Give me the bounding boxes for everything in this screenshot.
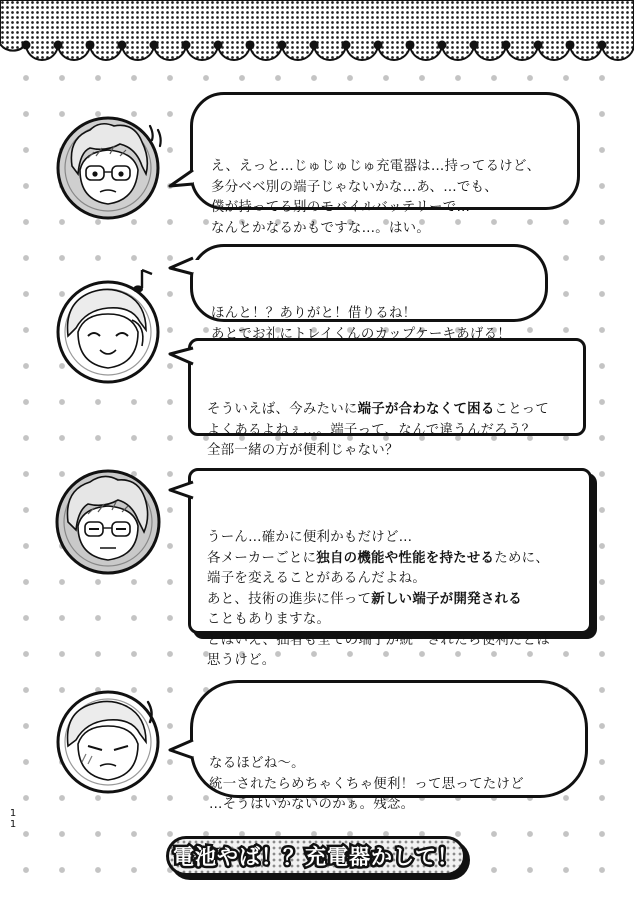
braided-character-avatar — [46, 266, 172, 388]
dialogue-text: とはいえ、拙者も全ての端子が統一されたら便利だとは — [207, 632, 551, 648]
speech-bubble-2 — [190, 244, 548, 342]
braided-character-avatar-2 — [48, 682, 172, 800]
scallop-bead — [438, 41, 447, 50]
scalloped-header-band — [0, 0, 634, 70]
speech-bubble-1 — [190, 92, 580, 236]
dialogue-line — [207, 441, 583, 462]
scallop-bead — [342, 41, 351, 50]
dialogue-line — [211, 198, 577, 219]
scallop-bead — [470, 41, 479, 50]
dialogue-line — [207, 610, 589, 631]
scallop-bead — [278, 41, 287, 50]
speech-bubble-4-text — [207, 528, 589, 672]
scallop-bead — [54, 41, 63, 50]
dialogue-line — [207, 421, 583, 442]
dialogue-text: …そうはいかないのかぁ。残念。 — [209, 797, 415, 812]
scallop-bead — [406, 41, 415, 50]
dialogue-text: え、えっと…じゅじゅじゅ充電器は…持ってるけど、 — [211, 159, 541, 174]
speech-bubble-5-text — [209, 754, 585, 816]
dialogue-line — [211, 219, 577, 240]
dialogue-text: そういえば、今みたいに — [207, 402, 358, 417]
dialogue-text: あとでお礼にトレイくんのカップケーキあげる！ — [211, 326, 511, 342]
dialogue-text: うーん…確かに便利かもだけど… — [207, 530, 413, 545]
dialogue-line — [207, 569, 589, 590]
speech-bubble-2-text — [211, 304, 545, 345]
dialogue-line — [211, 178, 577, 199]
emphasis-text: 端子が合わなくて困る — [357, 402, 495, 417]
page-number-digit: 1 — [9, 808, 17, 819]
speech-bubble-2-tail — [168, 254, 198, 280]
dialogue-text: ことって — [494, 402, 550, 417]
title-banner — [166, 836, 466, 876]
scallop-bead — [374, 41, 383, 50]
scallop-bead — [118, 41, 127, 50]
page-number — [8, 808, 18, 830]
scallop-bead — [246, 41, 255, 50]
dialogue-text: 各メーカーごとに — [207, 550, 317, 566]
dialogue-text: あと、技術の進歩に伴って — [207, 591, 372, 607]
dialogue-text: ほんと！？ありがと！借りるね！ — [211, 306, 417, 321]
scallop-bead — [566, 41, 575, 50]
dialogue-line — [207, 651, 589, 672]
dialogue-line — [211, 325, 545, 346]
glasses-character-avatar — [50, 108, 172, 220]
dialogue-line — [209, 754, 585, 775]
dialogue-text: よくあるよねぇ…。端子って、なんで違うんだろう？ — [207, 422, 536, 438]
page-number-digit: 1 — [9, 819, 17, 830]
dialogue-text: 統一されたらめちゃくちゃ便利！って思ってたけど — [209, 776, 524, 792]
title-text: 電池やば！？充電器かして！ — [173, 845, 459, 869]
speech-bubble-3-text — [207, 400, 583, 462]
emphasis-text: 独自の機能や性能を持たせる — [316, 550, 495, 566]
dialogue-line — [207, 549, 589, 570]
scallop-bead — [310, 41, 319, 50]
dialogue-line — [211, 157, 577, 178]
scallop-bead — [214, 41, 223, 50]
dialogue-line — [209, 775, 585, 796]
dialogue-line — [207, 590, 589, 611]
speech-bubble-5-tail — [168, 738, 198, 764]
dialogue-line — [209, 795, 585, 816]
dialogue-text: 全部一緒の方が便利じゃない？ — [207, 443, 399, 458]
speech-bubble-1-tail — [168, 168, 198, 194]
emphasis-text: 新しい端子が開発される — [371, 591, 522, 607]
scallop-bead — [150, 41, 159, 50]
scallop-bead — [502, 41, 511, 50]
speech-bubble-3 — [188, 338, 586, 458]
speech-bubble-5 — [190, 680, 588, 812]
dialogue-line — [207, 631, 589, 652]
dialogue-text: なるほどね～。 — [209, 756, 305, 771]
dialogue-text: 端子を変えることがあるんだよね。 — [207, 571, 427, 586]
scallop-bead — [598, 41, 607, 50]
dialogue-text: こともありますな。 — [207, 612, 331, 627]
scallop-bead — [534, 41, 543, 50]
speech-bubble-3-tail — [168, 344, 198, 370]
dialogue-text: 思うけど。 — [207, 653, 276, 668]
scallop-bead — [22, 41, 31, 50]
dialogue-line — [211, 304, 545, 325]
dialogue-line — [207, 400, 583, 421]
speech-bubble-1-text — [211, 157, 577, 239]
dialogue-text: ために、 — [494, 550, 550, 566]
speech-bubble-4 — [188, 468, 592, 668]
dialogue-text: 多分ベベ別の端子じゃないかな…あ、…でも、 — [211, 179, 498, 195]
dialogue-text: 僕が持ってる別のモバイルバッテリーで… — [211, 200, 471, 215]
glasses-character-avatar-2 — [48, 462, 170, 578]
dialogue-text: なんとかなるかもですな…。はい。 — [211, 220, 431, 236]
speech-bubble-4-tail — [168, 478, 198, 504]
scallop-bead — [182, 41, 191, 50]
dialogue-line — [207, 528, 589, 549]
scallop-bead — [86, 41, 95, 50]
